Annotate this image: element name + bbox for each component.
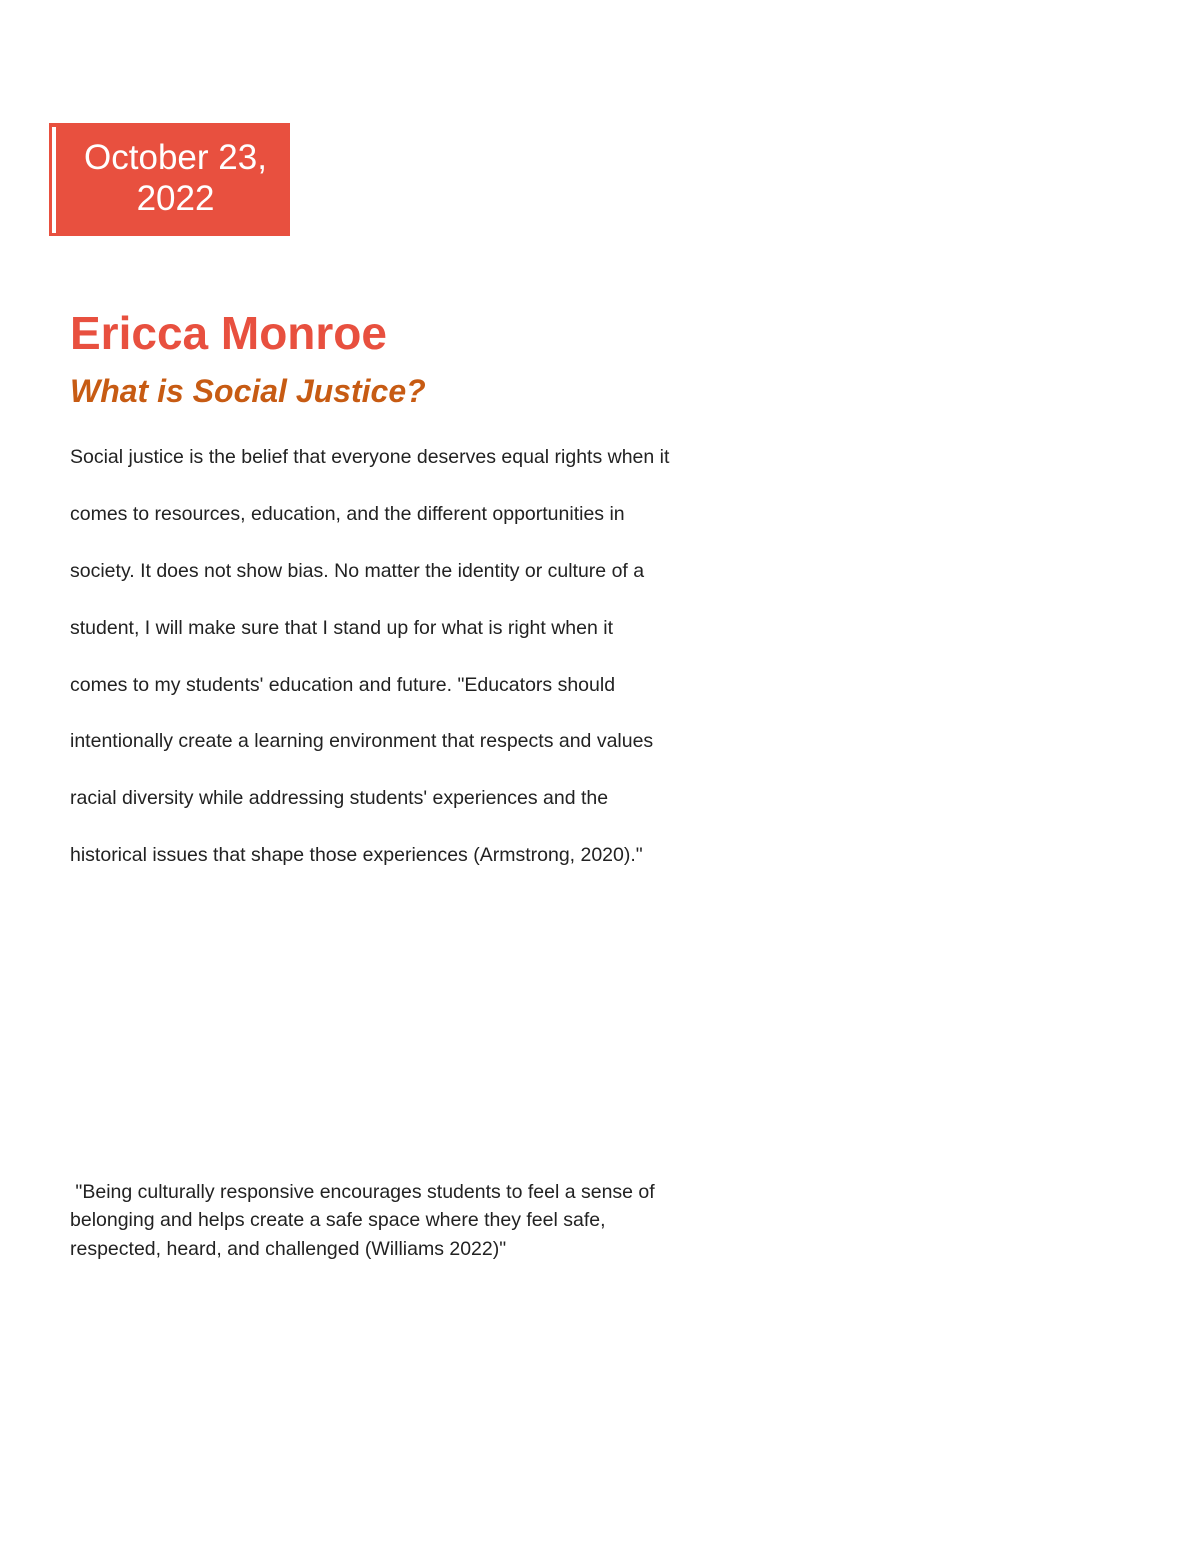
- paragraph-line: racial diversity while addressing students' experiences and the: [70, 787, 609, 810]
- paragraph-line: society. It does not show bias. No matter the identity or culture of a: [70, 559, 645, 582]
- paragraph-line: comes to resources, education, and the different opportunities in: [70, 502, 625, 525]
- paragraph-line: student, I will make sure that I stand up for what is right when it: [70, 616, 614, 639]
- author-name: Ericca Monroe: [70, 307, 387, 359]
- paragraph-line: comes to my students' education and future. "Educators should: [70, 673, 616, 696]
- date-text: October 23, 2022: [84, 138, 267, 218]
- quote-line: respected, heard, and challenged (Williams 2022)": [70, 1237, 507, 1260]
- date-banner: [49, 123, 290, 236]
- body-paragraph: [70, 429, 669, 884]
- paragraph-line: intentionally create a learning environment that respects and values: [70, 730, 654, 753]
- paragraph-line: Social justice is the belief that everyone deserves equal rights when it: [70, 446, 670, 468]
- paragraph-line: historical issues that shape those experiences (Armstrong, 2020).": [70, 844, 643, 867]
- quote-line: belonging and helps create a safe space where they feel safe,: [70, 1209, 606, 1232]
- section-title: What is Social Justice?: [70, 373, 426, 409]
- quote-block: [70, 1178, 655, 1263]
- quote-line: "Being culturally responsive encourages students to feel a sense of: [70, 1181, 655, 1203]
- date-banner-stripe: [52, 127, 56, 233]
